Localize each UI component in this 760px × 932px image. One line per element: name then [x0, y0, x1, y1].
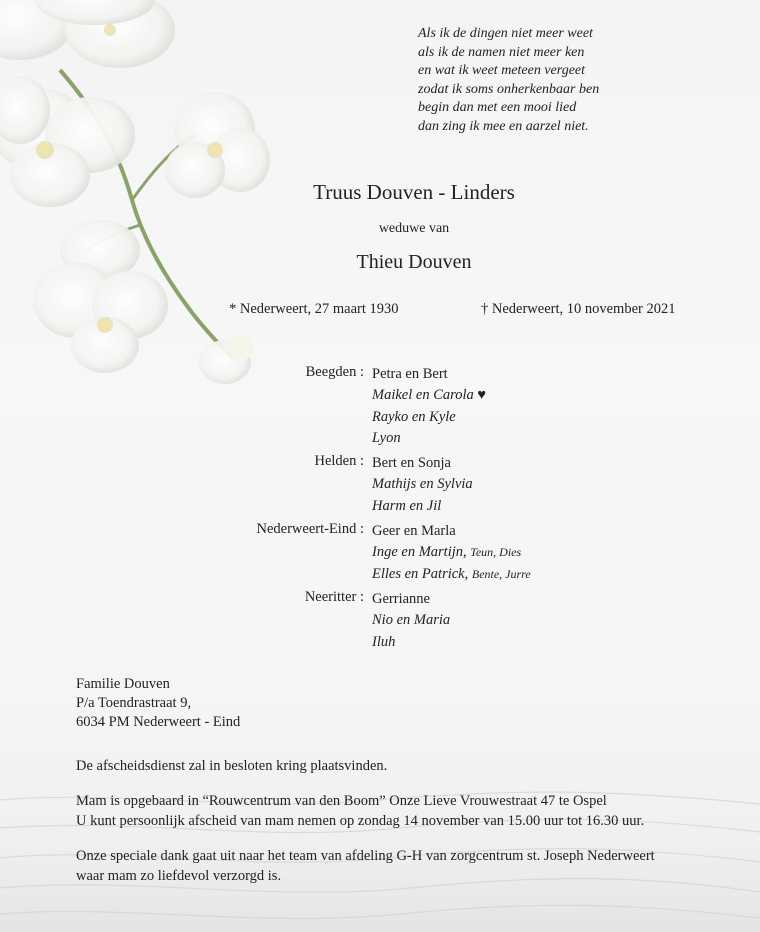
- family-member: [372, 589, 450, 610]
- member-names: Mathijs en Sylvia: [372, 476, 473, 493]
- family-member: [372, 453, 473, 474]
- family-member: [372, 428, 486, 449]
- poem-line: en wat ik weet meteen vergeet: [418, 63, 586, 79]
- family-group: [200, 364, 531, 449]
- family-member: [372, 496, 473, 517]
- grandchildren-names: Bente, Jurre: [471, 566, 531, 581]
- family-member: [372, 407, 486, 428]
- paragraph-line: Mam is opgebaard in “Rouwcentrum van den Boom” Onze Lieve Vrouwestraat 47 te Ospel: [76, 793, 607, 809]
- spouse-name: Thieu Douven: [356, 251, 472, 273]
- paragraph-line: De afscheidsdienst zal in besloten kring plaatsvinden.: [76, 758, 388, 774]
- member-names: Maikel en Carola ♥: [372, 387, 486, 404]
- family-address: [76, 675, 240, 732]
- family-group: [200, 453, 531, 517]
- relation-label: weduwe van: [378, 221, 450, 236]
- address-line: P/a Toendrastraat 9,: [76, 695, 192, 711]
- member-names: Bert en Sonja: [372, 455, 451, 472]
- member-names: Lyon: [372, 429, 401, 446]
- deceased-name: Truus Douven - Linders: [313, 180, 515, 204]
- member-names: Gerrianne: [372, 590, 430, 607]
- family-place: Beegden :: [305, 364, 364, 380]
- paragraph-line: Onze speciale dank gaat uit naar het team van afdeling G-H van zorgcentrum st. Joseph Nederweert: [76, 848, 655, 864]
- family-place: Helden :: [314, 453, 364, 470]
- family-member: [372, 474, 473, 495]
- address-line: Familie Douven: [76, 676, 170, 692]
- member-names: Harm en Jil: [372, 497, 442, 514]
- family-place: Nederweert-Eind :: [256, 521, 364, 538]
- paragraph-line: waar mam zo liefdevol verzorgd is.: [76, 867, 282, 884]
- poem-line: zodat ik soms onherkenbaar ben: [418, 81, 600, 97]
- family-group: [200, 589, 531, 653]
- member-names: Rayko en Kyle: [372, 408, 456, 425]
- family-member: [372, 385, 486, 406]
- family-members: [372, 589, 450, 653]
- member-names: Iluh: [372, 633, 396, 650]
- grandchildren-names: Teun, Dies: [470, 545, 522, 560]
- family-place: Neeritter :: [304, 588, 364, 605]
- poem-line: dan zing ik mee en aarzel niet.: [418, 118, 589, 134]
- member-names: Petra en Bert: [372, 366, 448, 382]
- family-member: [372, 632, 450, 653]
- family-member: [372, 564, 531, 585]
- family-member: [372, 542, 531, 563]
- poem-line: als ik de namen niet meer ken: [418, 44, 585, 60]
- family-member: [372, 521, 531, 542]
- address-line: 6034 PM Nederweert - Eind: [76, 714, 241, 730]
- viewing-notice: [76, 792, 644, 831]
- poem-line: Als ik de dingen niet meer weet: [418, 26, 593, 41]
- family-list: [200, 364, 531, 657]
- family-members: [372, 364, 486, 449]
- member-names: Nio en Maria: [372, 612, 451, 629]
- family-members: [372, 521, 531, 585]
- service-notice: [76, 757, 387, 777]
- family-members: [372, 453, 473, 517]
- paragraph-line: U kunt persoonlijk afscheid van mam nemen op zondag 14 november van 15.00 uur tot 16.30 uur.: [76, 812, 645, 829]
- family-member: [372, 364, 486, 385]
- member-names: Inge en Martijn,: [372, 544, 467, 561]
- thanks-notice: [76, 847, 655, 886]
- member-names: Elles en Patrick,: [372, 565, 469, 582]
- member-names: Geer en Marla: [372, 523, 456, 540]
- poem: [418, 25, 599, 137]
- poem-line: begin dan met een mooi lied: [418, 100, 577, 116]
- family-group: [200, 521, 531, 585]
- family-member: [372, 610, 450, 631]
- birth-date: * Nederweert, 27 maart 1930: [229, 301, 399, 317]
- death-date: † Nederweert, 10 november 2021: [481, 301, 676, 317]
